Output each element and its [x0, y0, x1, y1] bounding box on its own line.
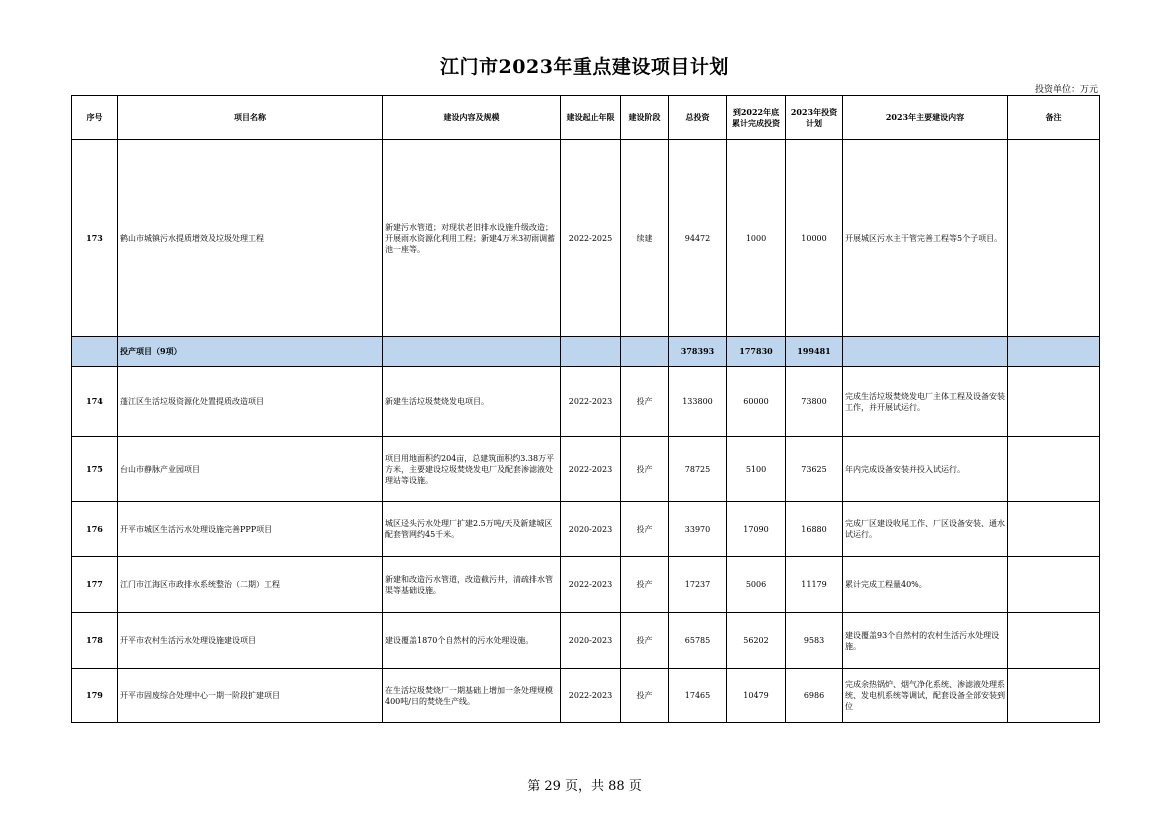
header-total: 总投资	[669, 96, 727, 140]
cell-seq: 178	[72, 613, 118, 669]
cell-content: 项目用地面积约204亩，总建筑面积约3.38万平方米，主要建设垃圾焚烧发电厂及配套渗滤液处理站等设施。	[383, 437, 561, 502]
header-name: 项目名称	[118, 96, 383, 140]
page-footer: 第 29 页，共 88 页	[527, 779, 642, 794]
header-plan2023: 2023年投资计划	[786, 96, 843, 140]
cell-seq: 174	[72, 367, 118, 437]
table-row	[72, 437, 1100, 502]
cell-total: 65785	[669, 613, 727, 669]
header-stage: 建设阶段	[621, 96, 669, 140]
cell-remark	[1008, 669, 1100, 723]
cell-seq: 177	[72, 557, 118, 613]
cell-seq: 173	[72, 140, 118, 337]
cell-remark	[1008, 337, 1100, 367]
cell-total: 94472	[669, 140, 727, 337]
cell-total: 78725	[669, 437, 727, 502]
cell-period: 2022-2023	[561, 557, 621, 613]
cell-stage: 投产	[621, 502, 669, 557]
cell-main2023: 累计完成工程量40%。	[843, 557, 1008, 613]
subtotal-row	[72, 337, 1100, 367]
cell-stage: 投产	[621, 367, 669, 437]
cell-cumulative: 5006	[727, 557, 786, 613]
cell-period: 2022-2025	[561, 140, 621, 337]
cell-stage	[621, 337, 669, 367]
cell-main2023: 完成余热锅炉、烟气净化系统、渗滤液处理系统、发电机系统等调试，配套设备全部安装到位	[843, 669, 1008, 723]
cell-cumulative: 60000	[727, 367, 786, 437]
cell-name: 开平市固废综合处理中心一期一阶段扩建项目	[118, 669, 383, 723]
cell-content: 城区迳头污水处理厂扩建2.5万吨/天及新建城区配套管网约45千米。	[383, 502, 561, 557]
cell-period: 2022-2023	[561, 367, 621, 437]
header-content: 建设内容及规模	[383, 96, 561, 140]
cell-cumulative: 5100	[727, 437, 786, 502]
cell-stage: 投产	[621, 669, 669, 723]
cell-seq	[72, 337, 118, 367]
cell-main2023: 年内完成设备安装并投入试运行。	[843, 437, 1008, 502]
table-row	[72, 669, 1100, 723]
cell-total: 133800	[669, 367, 727, 437]
cell-main2023: 开展城区污水主干管完善工程等5个子项目。	[843, 140, 1008, 337]
cell-remark	[1008, 367, 1100, 437]
cell-remark	[1008, 140, 1100, 337]
cell-period: 2022-2023	[561, 437, 621, 502]
table-row	[72, 613, 1100, 669]
cell-stage: 投产	[621, 613, 669, 669]
cell-cumulative: 1000	[727, 140, 786, 337]
cell-remark	[1008, 502, 1100, 557]
cell-name: 蓬江区生活垃圾资源化处置提质改造项目	[118, 367, 383, 437]
cell-name: 开平市农村生活污水处理设施建设项目	[118, 613, 383, 669]
cell-remark	[1008, 437, 1100, 502]
table-row	[72, 140, 1100, 337]
header-main2023: 2023年主要建设内容	[843, 96, 1008, 140]
header-seq: 序号	[72, 96, 118, 140]
cell-name: 江门市江海区市政排水系统整治（二期）工程	[118, 557, 383, 613]
cell-remark	[1008, 613, 1100, 669]
cell-main2023: 完成厂区建设收尾工作、厂区设备安装、通水试运行。	[843, 502, 1008, 557]
cell-plan2023: 73625	[786, 437, 843, 502]
cell-remark	[1008, 557, 1100, 613]
unit-label: 投资单位：万元	[1034, 85, 1098, 95]
cell-cumulative: 17090	[727, 502, 786, 557]
cell-name: 鹤山市城镇污水提质增效及垃圾处理工程	[118, 140, 383, 337]
page-title: 江门市2023年重点建设项目计划	[440, 56, 729, 78]
cell-plan2023: 6986	[786, 669, 843, 723]
header-cumulative: 到2022年底累计完成投资	[727, 96, 786, 140]
cell-total: 17237	[669, 557, 727, 613]
cell-total: 17465	[669, 669, 727, 723]
cell-cumulative: 10479	[727, 669, 786, 723]
cell-seq: 176	[72, 502, 118, 557]
cell-main2023: 建设覆盖93个自然村的农村生活污水处理设施。	[843, 613, 1008, 669]
cell-cumulative: 56202	[727, 613, 786, 669]
cell-plan2023: 73800	[786, 367, 843, 437]
cell-plan2023: 199481	[786, 337, 843, 367]
cell-name: 台山市静脉产业园项目	[118, 437, 383, 502]
cell-total: 378393	[669, 337, 727, 367]
cell-stage: 投产	[621, 437, 669, 502]
table-row	[72, 367, 1100, 437]
cell-stage: 续建	[621, 140, 669, 337]
cell-main2023	[843, 337, 1008, 367]
header-remark: 备注	[1008, 96, 1100, 140]
cell-content	[383, 337, 561, 367]
cell-seq: 179	[72, 669, 118, 723]
cell-stage: 投产	[621, 557, 669, 613]
table-row	[72, 502, 1100, 557]
cell-plan2023: 10000	[786, 140, 843, 337]
cell-content: 新建生活垃圾焚烧发电项目。	[383, 367, 561, 437]
header-period: 建设起止年限	[561, 96, 621, 140]
cell-period: 2020-2023	[561, 502, 621, 557]
cell-cumulative: 177830	[727, 337, 786, 367]
cell-main2023: 完成生活垃圾焚烧发电厂主体工程及设备安装工作，并开展试运行。	[843, 367, 1008, 437]
cell-period: 2020-2023	[561, 613, 621, 669]
cell-total: 33970	[669, 502, 727, 557]
cell-period: 2022-2023	[561, 669, 621, 723]
cell-name: 开平市城区生活污水处理设施完善PPP项目	[118, 502, 383, 557]
cell-seq: 175	[72, 437, 118, 502]
cell-content: 新建和改造污水管道，改造截污井，清疏排水管渠等基础设施。	[383, 557, 561, 613]
project-table	[71, 95, 1100, 723]
table-row	[72, 557, 1100, 613]
cell-plan2023: 16880	[786, 502, 843, 557]
cell-plan2023: 11179	[786, 557, 843, 613]
cell-period	[561, 337, 621, 367]
cell-content: 在生活垃圾焚烧厂一期基础上增加一条处理规模400吨/日的焚烧生产线。	[383, 669, 561, 723]
table-header-row	[72, 96, 1100, 140]
cell-content: 新建污水管道；对现状老旧排水设施升级改造；开展雨水资源化利用工程；新建4万米3初雨调蓄池一座等。	[383, 140, 561, 337]
cell-content: 建设覆盖1870个自然村的污水处理设施。	[383, 613, 561, 669]
cell-name: 投产项目（9项）	[118, 337, 383, 367]
cell-plan2023: 9583	[786, 613, 843, 669]
